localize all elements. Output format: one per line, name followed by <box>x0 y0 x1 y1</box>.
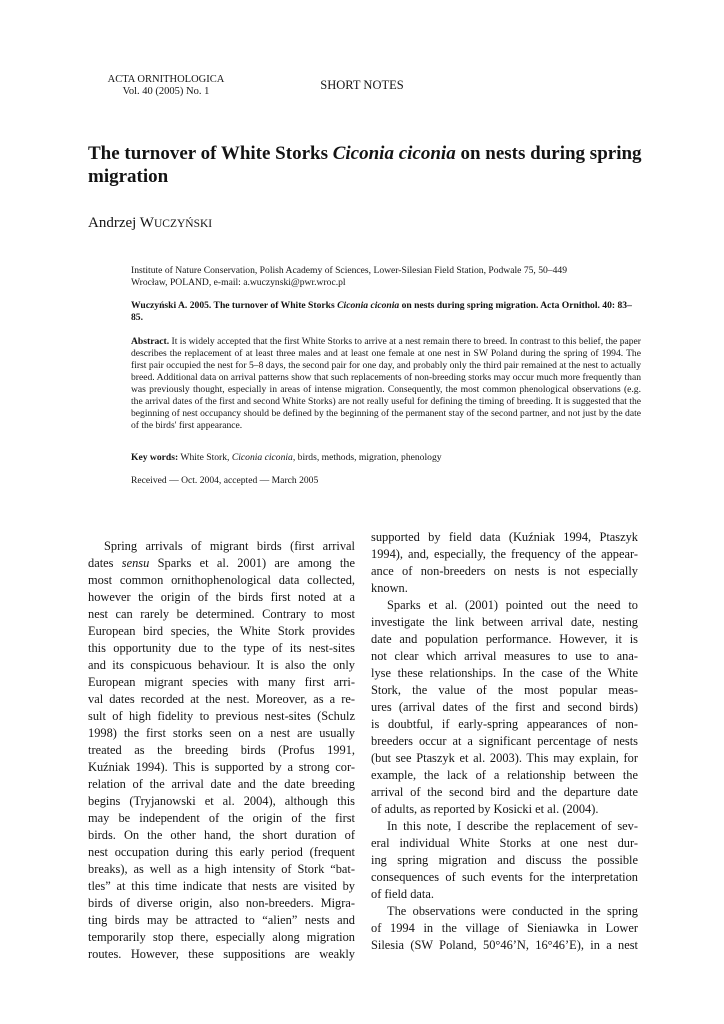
body-text-line: birds of diverse origin, also non-breeders. Migra- <box>88 896 355 910</box>
body-text-line: of field data. <box>371 887 434 901</box>
body-text-line: The observations were conducted in the spring <box>387 904 638 918</box>
body-text-line: ance of non-breeders on nests is not especially <box>371 564 638 578</box>
body-text-line: breeders occur at a significant percentage of nests <box>371 734 638 748</box>
body-text-line: European bird species, the White Stork provides <box>88 624 355 638</box>
body-text-line: lyse these relationships. In the case of the White <box>371 666 638 680</box>
body-text-line: investigate the link between arrival date, nesting <box>371 615 638 629</box>
body-text-line: ting birds may be attracted to “alien” nests and <box>88 913 355 927</box>
body-text-line: not clear which arrival measures to use to ana- <box>371 649 638 663</box>
body-text-line: supported by field data (Kuźniak 1994, Ptaszyk <box>371 530 638 544</box>
abstract-label: Abstract. <box>131 336 170 347</box>
body-text-line: arrival of the second bird and the departure date <box>371 785 638 799</box>
body-text-line: example, the lack of a relationship between the <box>371 768 638 782</box>
body-text-line: dates sensu Sparks et al. 2001) are among the <box>88 556 355 570</box>
body-text-line: most common ornithophenological data collected, <box>88 573 355 587</box>
body-text-line: European migrant species with many first arri- <box>88 675 355 689</box>
body-text-line: breaks), as well as a high intensity of Stork “bat- <box>88 862 355 876</box>
body-text-line: Sparks et al. (2001) pointed out the need to <box>387 598 638 612</box>
body-text-line: (but see Ptaszyk et al. 2003). This may explain, for <box>371 751 638 765</box>
body-text-line: however the origin of the birds first noted at a <box>88 590 355 604</box>
article-title: The turnover of White Storks Ciconia ciconia on nests during spring migration <box>88 143 642 187</box>
body-text-line: Stork, the value of the most popular meas- <box>371 683 638 697</box>
body-text-line: this opportunity due to the type of its nest-sites <box>88 641 355 655</box>
body-text-line: nest occupation during this early period (frequent <box>88 845 355 859</box>
body-text-line: known. <box>371 581 408 595</box>
body-column-left <box>88 538 355 963</box>
body-text-line: ing spring migration and discuss the possible <box>371 853 638 867</box>
journal-header <box>86 74 246 98</box>
body-text-line: of adults, as reported by Kosicki et al. (2004). <box>371 802 599 816</box>
section-label: SHORT NOTES <box>320 78 404 92</box>
affiliation: Institute of Nature Conservation, Polish Academy of Sciences, Lower-Silesian Field Station, Podwale 75, 50–449 Wrocław, POLAND, e-mail: a.wuczynski@pwr.wroc.pl <box>131 265 567 288</box>
received-dates: Received — Oct. 2004, accepted — March 2005 <box>131 475 319 486</box>
citation: Wuczyński A. 2005. The turnover of White Storks Ciconia ciconia on nests during spring migration. Acta Ornithol. 40: 83–85. <box>131 300 632 323</box>
author-name: Andrzej WUCZYŃSKI <box>88 215 213 231</box>
abstract-text: It is widely accepted that the first White Storks to arrive at a nest remain there to breed. In contrast to this belief, the paper describes the replacement of at least three males and at least one female at one nest in SW Poland during the spring of 1994. The first pair occupied the nest for 5–8 days, the second pair for one day, and probably only the third pair remained at the nest to actually breed. Additional data on arrival patterns show that such replacements of non-breeding storks may occur much more frequently than was previously thought, especially in areas of intense migration. Consequently, the most common phenological observations (e.g. the arrival dates of the first and second White Storks) are not really useful for defining the timing of breeding. It is suggested that the beginning of nest occupancy should be defined by the beginning of the permanent stay of the second partner, and not just by the date of the birds' first appearance. <box>131 336 642 431</box>
body-text-line: Silesia (SW Poland, 50°46’N, 16°46’E), in a nest <box>371 938 638 952</box>
journal-name: ACTA ORNITHOLOGICA <box>107 74 225 85</box>
body-text-line: 1994), and, especially, the frequency of the appear- <box>371 547 638 561</box>
body-text-line: eral individual White Storks at one nest dur- <box>371 836 638 850</box>
body-text-line: birds. On the other hand, the short duration of <box>88 828 355 842</box>
body-text-line: Kuźniak 1994). This is supported by a strong cor- <box>88 760 355 774</box>
keywords: Key words: White Stork, Ciconia ciconia, birds, methods, migration, phenology <box>131 452 442 463</box>
body-column-right <box>371 529 638 954</box>
title-species: Ciconia ciconia <box>332 143 456 164</box>
body-text-line: is doubtful, if early-spring appearances of non- <box>371 717 638 731</box>
body-text-line: consequences of such events for the interpretation <box>371 870 638 884</box>
body-text-line: 1998) the first storks seen on a nest are usually <box>88 726 355 740</box>
body-text-line: routes. However, these suppositions are weakly <box>88 947 355 961</box>
body-text-line: val dates recorded at the nest. Moreover, as a re- <box>88 692 355 706</box>
body-text-line: tles” at this time indicate that nests are visited by <box>88 879 355 893</box>
body-text-line: temporarily stop there, especially along migration <box>88 930 355 944</box>
body-text-line: may be independent of the origin of the first <box>88 811 355 825</box>
body-text-line: ures (arrival dates of the first and second birds) <box>371 700 638 714</box>
abstract <box>131 336 641 432</box>
body-text-line: and its conspicuous behaviour. It is also the only <box>88 658 355 672</box>
body-text-line: sult of high fidelity to previous nest-sites (Schulz <box>88 709 355 723</box>
body-text-line: Spring arrivals of migrant birds (first arrival <box>104 539 355 553</box>
body-text-line: treated as the breeding birds (Profus 1991, <box>88 743 355 757</box>
body-text-line: begins (Tryjanowski et al. 2004), although this <box>88 794 355 808</box>
journal-volume: Vol. 40 (2005) No. 1 <box>122 86 210 97</box>
body-text-line: nest can rarely be determined. Contrary to most <box>88 607 355 621</box>
body-text-line: date and population performance. However, it is <box>371 632 638 646</box>
body-text-line: In this note, I describe the replacement of sev- <box>387 819 638 833</box>
body-text-line: relation of the arrival date and the date breeding <box>88 777 355 791</box>
body-text-line: of 1994 in the village of Sieniawka in Lower <box>371 921 638 935</box>
